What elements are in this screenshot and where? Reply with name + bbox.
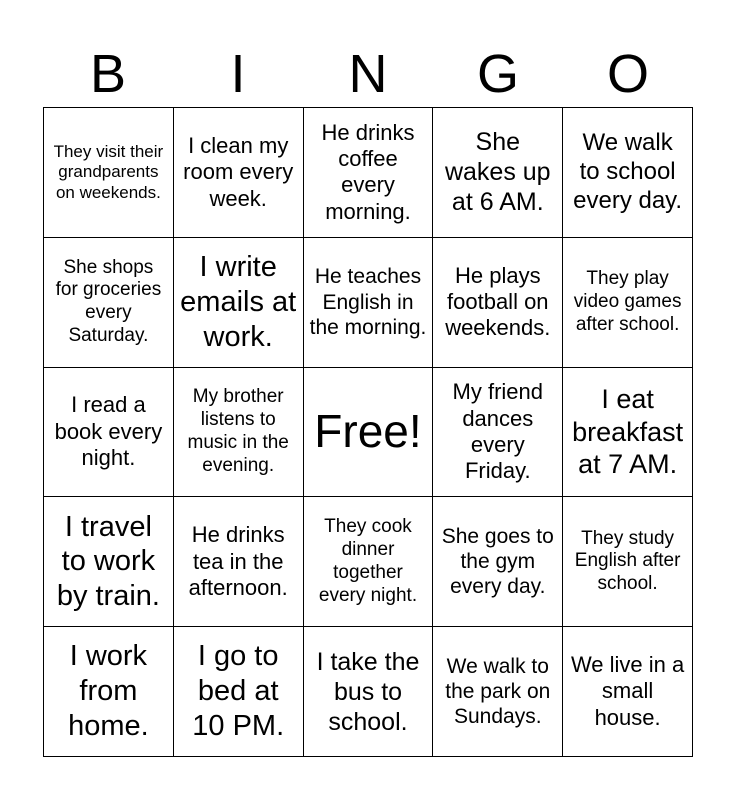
free-space-label: Free! xyxy=(314,405,422,458)
bingo-cell-free[interactable] xyxy=(304,368,434,498)
bingo-cell-r1-c3[interactable] xyxy=(433,238,563,368)
cell-text: I write emails at work. xyxy=(180,251,297,353)
cell-text: They visit their grandparents on weekends. xyxy=(53,141,164,202)
bingo-header xyxy=(43,40,693,108)
cell-text: They play video games after school. xyxy=(573,268,682,335)
bingo-board xyxy=(43,107,693,757)
bingo-cell-r1-c1[interactable] xyxy=(174,238,304,368)
bingo-cell-r2-c3[interactable] xyxy=(433,368,563,498)
cell-text: She shops for groceries every Saturday. xyxy=(55,256,162,346)
cell-text: I read a book every night. xyxy=(54,392,163,471)
cell-text: He drinks tea in the afternoon. xyxy=(188,522,288,600)
bingo-cell-r2-c4[interactable] xyxy=(563,368,693,498)
bingo-cell-r1-c2[interactable] xyxy=(304,238,434,368)
cell-text: We walk to the park on Sundays. xyxy=(445,654,551,729)
bingo-cell-r4-c2[interactable] xyxy=(304,627,434,757)
bingo-cell-r3-c3[interactable] xyxy=(433,497,563,627)
cell-text: They study English after school. xyxy=(574,527,681,595)
bingo-cell-r4-c4[interactable] xyxy=(563,627,693,757)
bingo-cell-r4-c3[interactable] xyxy=(433,627,563,757)
cell-text: My friend dances every Friday. xyxy=(452,379,544,484)
cell-text: We live in a small house. xyxy=(570,652,685,730)
bingo-cell-r3-c0[interactable] xyxy=(44,497,174,627)
header-letter-g: G xyxy=(476,44,519,104)
cell-text: I take the bus to school. xyxy=(316,647,420,736)
bingo-cell-r0-c4[interactable] xyxy=(563,108,693,238)
bingo-cell-r0-c0[interactable] xyxy=(44,108,174,238)
cell-text: They cook dinner together every night. xyxy=(318,516,418,606)
bingo-cell-r0-c1[interactable] xyxy=(174,108,304,238)
bingo-cell-r1-c4[interactable] xyxy=(563,238,693,368)
bingo-cell-r3-c4[interactable] xyxy=(563,497,693,627)
bingo-cell-r4-c1[interactable] xyxy=(174,627,304,757)
header-letter-b: B xyxy=(89,44,127,104)
cell-text: He teaches English in the morning. xyxy=(309,265,427,339)
header-letter-n: N xyxy=(348,44,388,104)
cell-text: She wakes up at 6 AM. xyxy=(444,128,551,217)
bingo-cell-r4-c0[interactable] xyxy=(44,627,174,757)
header-letter-o: O xyxy=(606,44,649,104)
bingo-cell-r0-c3[interactable] xyxy=(433,108,563,238)
cell-text: I clean my room every week. xyxy=(183,132,294,211)
bingo-cell-r0-c2[interactable] xyxy=(304,108,434,238)
bingo-cell-r2-c1[interactable] xyxy=(174,368,304,498)
bingo-cell-r2-c0[interactable] xyxy=(44,368,174,498)
bingo-cell-r3-c1[interactable] xyxy=(174,497,304,627)
cell-text: My brother listens to music in the evening. xyxy=(187,386,289,476)
cell-text: We walk to school every day. xyxy=(573,129,683,214)
cell-text: She goes to the gym every day. xyxy=(441,525,554,599)
header-letter-i: I xyxy=(230,44,246,104)
bingo-cell-r3-c2[interactable] xyxy=(304,497,434,627)
cell-text: He drinks coffee every morning. xyxy=(321,119,415,224)
cell-text: He plays football on weekends. xyxy=(445,262,551,341)
bingo-cell-r1-c0[interactable] xyxy=(44,238,174,368)
cell-text: I travel to work by train. xyxy=(56,510,160,613)
cell-text: I go to bed at 10 PM. xyxy=(192,640,285,742)
cell-text: I eat breakfast at 7 AM. xyxy=(572,384,684,480)
cell-text: I work from home. xyxy=(68,640,149,742)
